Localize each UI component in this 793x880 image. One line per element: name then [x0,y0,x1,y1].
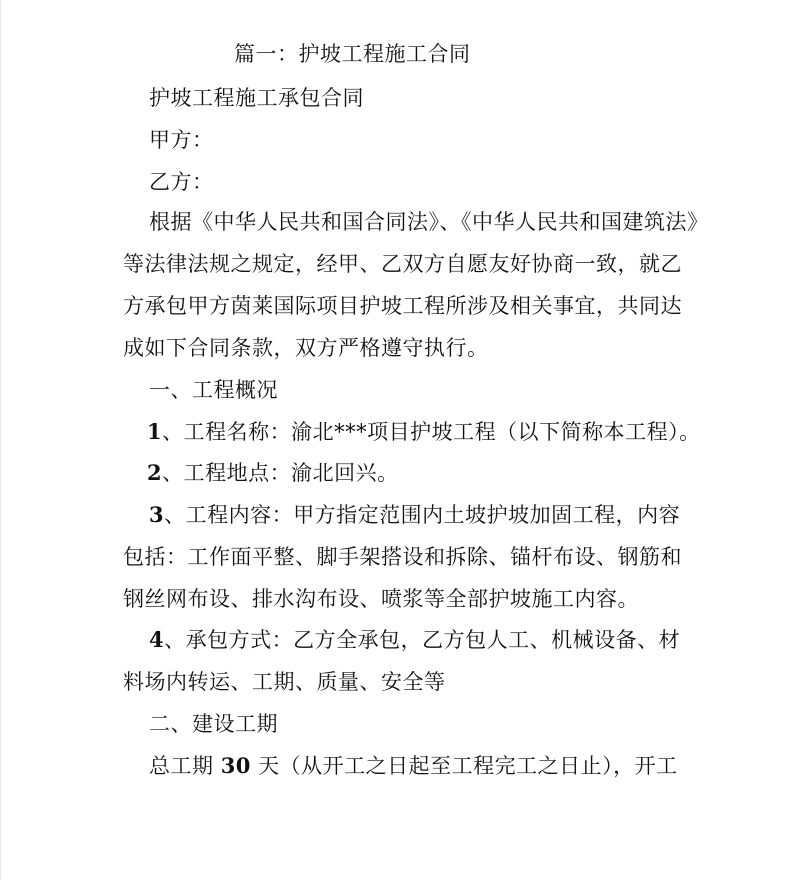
item-1-number: 1 [147,419,163,444]
section-2-heading: 二、建设工期 [149,712,278,736]
intro-line-1: 根据《中华人民共和国合同法》、《中华人民共和国建筑法》 [149,210,709,234]
item-2 [147,459,399,487]
intro-line-3: 方承包甲方茵莱国际项目护坡工程所涉及相关事宜，共同达 [123,294,682,318]
section-1-heading: 一、工程概况 [149,378,278,402]
item-3-line-3: 钢丝网布设、排水沟布设、喷浆等全部护坡施工内容。 [123,587,639,611]
item-4-line-2: 料场内转运、工期、质量、安全等 [123,670,446,694]
intro-line-2: 等法律法规之规定，经甲、乙双方自愿友好协商一致，就乙 [123,252,682,276]
intro-line-4: 成如下合同条款，双方严格遵守执行。 [123,336,489,360]
item-3-line-1 [149,501,680,529]
document-title: 篇一：护坡工程施工合同 [234,42,471,66]
duration-days: 30 [220,753,251,778]
item-3-line-2: 包括：工作面平整、脚手架搭设和拆除、锚杆布设、钢筋和 [123,545,682,569]
item-2-number: 2 [147,460,163,485]
item-3-text: 、工程内容：甲方指定范围内土坡护坡加固工程，内容 [164,503,681,527]
item-4-line-1 [149,626,680,654]
item-4-number: 4 [149,627,165,652]
item-2-text: 、工程地点：渝北回兴。 [162,461,399,485]
item-1-text: 、工程名称：渝北***项目护坡工程（以下简称本工程）。 [162,420,701,444]
item-1 [147,418,701,446]
contract-subtitle: 护坡工程施工承包合同 [149,86,364,110]
item-3-number: 3 [149,502,165,527]
item-4-text: 、承包方式：乙方全承包，乙方包人工、机械设备、材 [164,628,681,652]
party-a-label: 甲方： [149,128,214,152]
party-b-label: 乙方： [149,170,214,194]
duration-line [149,752,678,780]
duration-suffix: 天（从开工之日起至工程完工之日止），开工 [250,754,678,778]
duration-prefix: 总工期 [149,754,221,778]
